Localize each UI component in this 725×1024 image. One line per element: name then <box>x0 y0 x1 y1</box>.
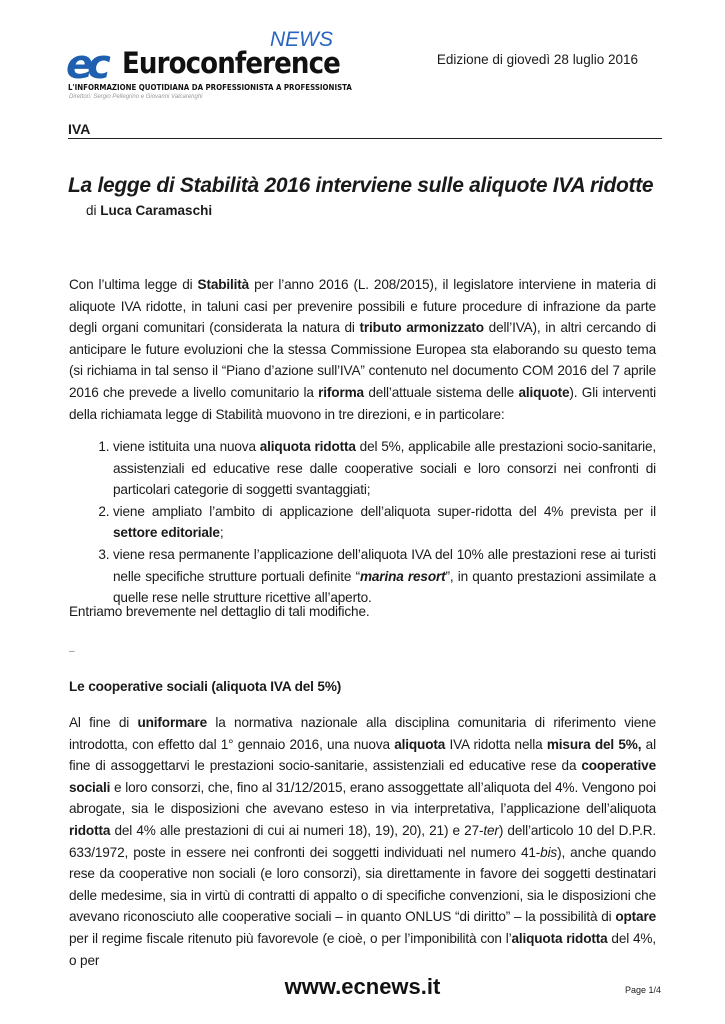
separator-dash: – <box>69 646 75 657</box>
bold-text: settore editoriale <box>113 525 220 541</box>
text-run: ”, in quanto prestazioni assimilate a quelle rese nelle strutture ricettive all’aperto. <box>113 568 657 606</box>
bold-text: cooperative sociali <box>69 758 656 795</box>
text-run: dell’IVA), in altri cercando di anticipare le future evoluzioni che la stessa Commissione Europea sta elaborando su questo tema (si richiama in tal senso il “Piano d’azione sull’IVA” contenuto nel documento COM 2016 del 7 aprile 2016 che prevede a livello comunitario la <box>69 320 656 400</box>
edition-date: Edizione di giovedì 28 luglio 2016 <box>436 52 638 67</box>
text-run: ) dell’articolo 10 del D.P.R. 633/1972, poste in essere nei confronti dei soggetti individuati nel numero 41- <box>69 822 656 860</box>
bold-text: ridotta <box>69 822 111 838</box>
text-run: per l’anno 2016 (L. 208/2015), il legislatore interviene in materia di aliquote IVA ridotte, in taluni casi per prevenire possibili e future procedure di infrazione da parte degli organi comunitari (considerata la natura di <box>69 277 656 336</box>
list-item <box>113 544 656 609</box>
bold-text: optare <box>615 909 656 925</box>
section-label: IVA <box>68 121 91 137</box>
text-run: ), anche quando rese da cooperative non sociali (e loro consorzi), sia direttamente in favore dei soggetti destinatari delle medesime, sia in virtù di contratti di appalto o di specifiche convenzioni, sia le disposizioni che avevano riconosciuto alle cooperative sociali – in quanto ONLUS “di diritto” – la possibilità di <box>69 844 657 925</box>
bold-text: riforma <box>318 384 364 400</box>
footer-website-link[interactable]: www.ecnews.it <box>284 974 441 999</box>
bold-text: marina resort <box>359 568 446 584</box>
bold-text: aliquote <box>518 384 570 400</box>
bold-text: aliquota ridotta <box>259 439 356 454</box>
bold-text: uniformare <box>137 715 208 730</box>
paragraph <box>69 274 656 425</box>
text-run: del 5%, applicabile alle prestazioni socio-sanitarie, assistenziali ed educative rese dalle cooperative sociali e loro consorzi nei confronti di particolari categorie di soggetti svantaggiati; <box>113 439 656 498</box>
text-run: viene istituita una nuova <box>113 439 260 454</box>
text-run: Al fine di <box>69 715 138 730</box>
brand-news: NEWS <box>270 28 333 51</box>
text-run: ; <box>219 525 224 541</box>
bold-text: aliquota ridotta <box>511 930 608 946</box>
text-run: viene resa permanente l’applicazione dell’aliquota IVA del 10% alle prestazioni rese ai turisti nelle specifiche strutture portuali definite “ <box>113 546 656 584</box>
subheading: Le cooperative sociali (aliquota IVA del 5%) <box>69 679 342 694</box>
bold-text: Stabilità <box>197 277 250 292</box>
tagline: L'INFORMAZIONE QUOTIDIANA DA PROFESSIONISTA A PROFESSIONISTA <box>68 82 352 92</box>
paragraph <box>69 712 656 971</box>
italic-text: ter <box>483 822 499 838</box>
text-run: e loro consorzi, che, fino al 31/12/2015, erano assoggettate all’aliquota del 4%. Vengono poi abrogate, sia le disposizioni che avevano esteso in via interpretativa, l’applicazione dell’aliquota <box>69 779 656 817</box>
numbered-list <box>95 436 656 609</box>
byline <box>86 203 212 218</box>
logo <box>66 28 352 106</box>
text-run: del 4%, o per <box>69 930 656 968</box>
text-run: Entriamo brevemente nel dettaglio di tali modifiche. <box>69 604 370 619</box>
paragraph <box>69 601 656 623</box>
bold-text: misura del 5%, <box>546 736 642 752</box>
page-number: Page 1/4 <box>624 985 661 995</box>
text-run: ). Gli interventi della richiamata legge di Stabilità muovono in tre direzioni, e in particolare: <box>69 384 656 422</box>
text-run: Con l’ultima legge di <box>69 277 198 292</box>
text-run: al fine di assoggettarvi le prestazioni socio-sanitarie, assistenziali ed educative rese da <box>69 736 656 774</box>
author: Luca Caramaschi <box>100 203 213 218</box>
article-title: La legge di Stabilità 2016 interviene sulle aliquote IVA ridotte <box>68 174 654 197</box>
text-run: dell’attuale sistema delle <box>363 384 519 400</box>
italic-text: bis <box>540 844 558 860</box>
text-run: la normativa nazionale alla disciplina comunitaria di riferimento viene introdotta, con effetto dal 1° gennaio 2016, una nuova <box>69 715 656 752</box>
text-run: per il regime fiscale ritenuto più favorevole (e cioè, o per l’imponibilità con l’ <box>69 930 512 946</box>
text-run: viene ampliato l’ambito di applicazione dell’aliquota super-ridotta del 4% prevista per il <box>113 503 656 519</box>
text-run: IVA ridotta nella <box>445 736 547 752</box>
byline-prefix: di <box>86 203 101 218</box>
logo-mark: ec <box>66 42 105 88</box>
brand-name: Euroconference <box>122 46 340 80</box>
divider <box>68 138 662 139</box>
list-item <box>113 436 656 501</box>
list-item <box>113 501 656 544</box>
bold-text: tributo armonizzato <box>359 320 484 336</box>
text-run: del 4% alle prestazioni di cui ai numeri 18), 19), 20), 21) e 27- <box>110 822 484 838</box>
directors: Direttori: Sergio Pellegrino e Giovanni Valcarenghi <box>69 94 203 100</box>
bold-text: aliquota <box>394 736 446 752</box>
